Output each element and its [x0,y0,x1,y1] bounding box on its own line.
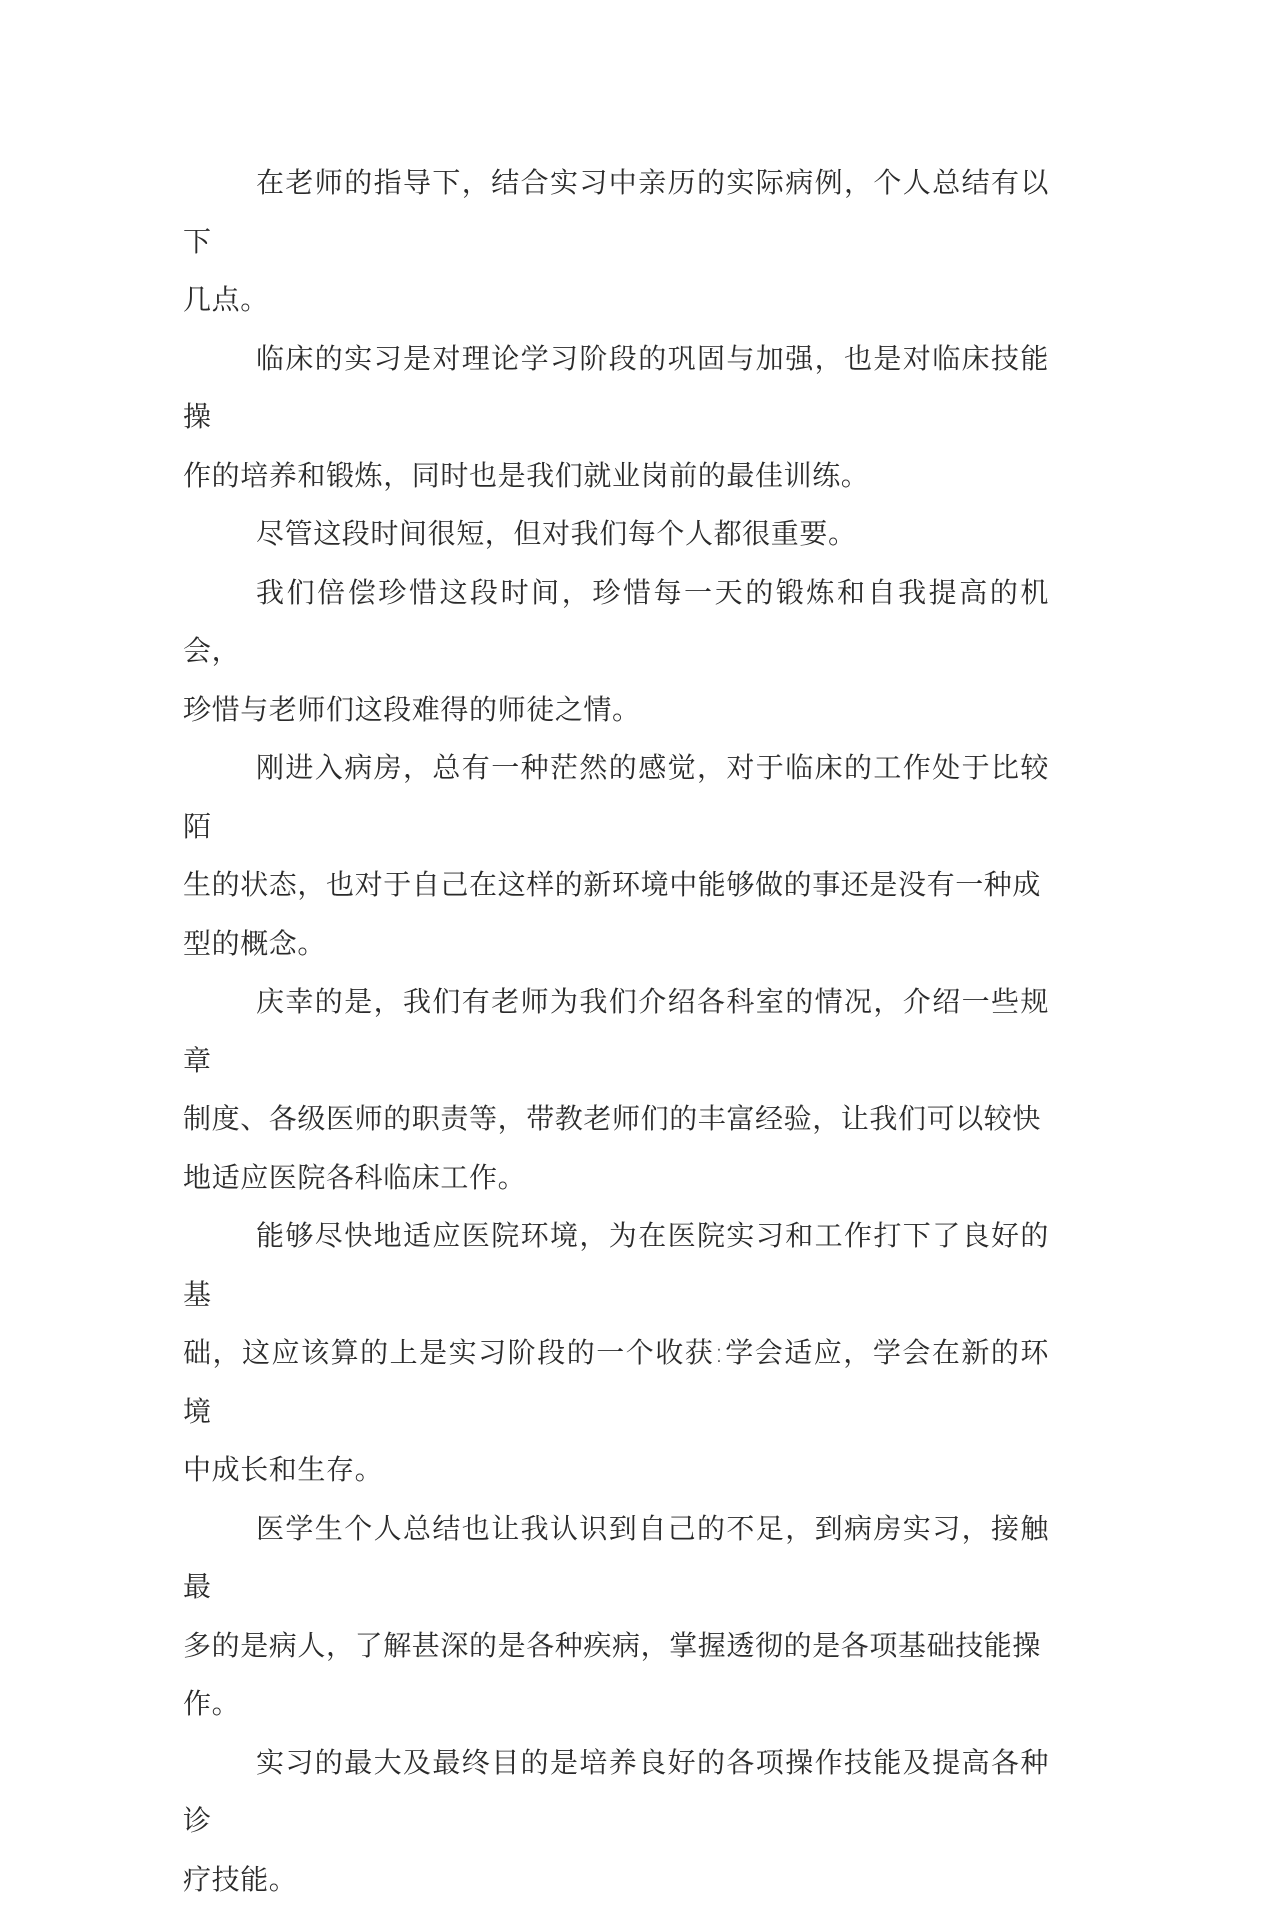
paragraph-1: 在老师的指导下，结合实习中亲历的实际病例，个人总结有以下 几点。 [183,154,1049,330]
paragraph-9: 实习的最大及最终目的是培养良好的各项操作技能及提高各种诊 疗技能。 [183,1734,1049,1909]
paragraph-3: 尽管这段时间很短，但对我们每个人都很重要。 [183,505,1049,564]
paragraph-5: 刚进入病房，总有一种茫然的感觉，对于临床的工作处于比较陌 生的状态，也对于自己在这样的新环境中能够做的事还是没有一种成 型的概念。 [183,739,1049,973]
paragraph-7: 能够尽快地适应医院环境，为在医院实习和工作打下了良好的基 础，这应该算的上是实习阶段的一个收获:学会适应，学会在新的环境 中成长和生存。 [183,1207,1049,1500]
paragraph-8: 医学生个人总结也让我认识到自己的不足，到病房实习，接触最 多的是病人，了解甚深的是各种疾病，掌握透彻的是各项基础技能操 作。 [183,1500,1049,1734]
document-body [183,154,1049,1909]
paragraph-6: 庆幸的是，我们有老师为我们介绍各科室的情况，介绍一些规章 制度、各级医师的职责等，带教老师们的丰富经验，让我们可以较快 地适应医院各科临床工作。 [183,973,1049,1207]
paragraph-2: 临床的实习是对理论学习阶段的巩固与加强，也是对临床技能操 作的培养和锻炼，同时也是我们就业岗前的最佳训练。 [183,330,1049,506]
paragraph-4: 我们倍偿珍惜这段时间，珍惜每一天的锻炼和自我提高的机会， 珍惜与老师们这段难得的师徒之情。 [183,564,1049,740]
